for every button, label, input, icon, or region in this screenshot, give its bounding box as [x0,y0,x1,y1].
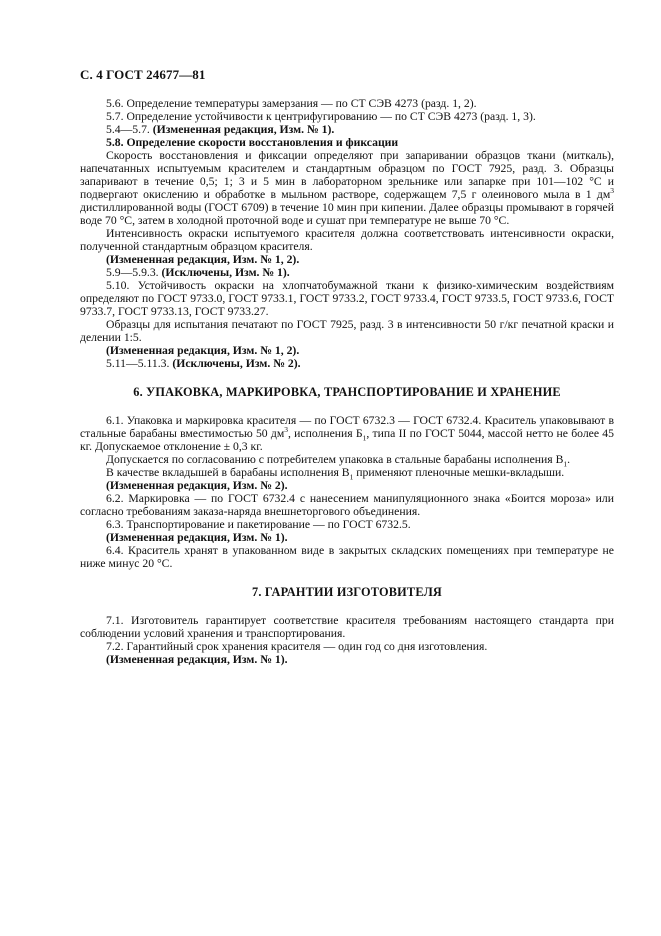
paragraph-6-1 [80,414,614,453]
amendment-note: (Измененная редакция, Изм. № 1). [106,531,288,544]
excluded-note: (Исключены, Изм. № 2). [172,357,301,370]
section-7-title: 7. ГАРАНТИИ ИЗГОТОВИТЕЛЯ [251,585,443,599]
page-header: С. 4 ГОСТ 24677—81 [80,67,206,82]
text-part: , типа II по ГОСТ 5044, массой нетто не более 45 кг. Допускаемое отклонение ± 0,3 кг. [80,427,614,453]
text-part: Скорость восстановления и фиксации определяют при запаривании образцов ткани (миткаль), напечатанных испытуемым красителем и стандартным образцом по ГОСТ 7925, разд. 3. Образцы запаривают в течение 0,5; 1; 3 и 5 мин в лабораторном зрельнике или запарке при 101—102 °С и подвергают окислению и обработке в мыльном растворе, содержащем 7,5 г олеинового мыла в 1 дм [80,149,614,201]
superscript: 3 [610,186,614,196]
paragraph-5-4-5-7 [80,123,614,136]
paragraph-5-11 [80,357,614,370]
paragraph-5-7: 5.7. Определение устойчивости к центрифугированию — по СТ СЭВ 4273 (разд. 1, 3). [106,110,536,123]
text-part: В качестве вкладышей в барабаны исполнения В [106,466,350,479]
paragraph-5-10: 5.10. Устойчивость окраски на хлопчатобумажной ткани к физико-химическим воздействиям определяют по ГОСТ 9733.0, ГОСТ 9733.1, ГОСТ 9733.2, ГОСТ 9733.4, ГОСТ 9733.5, ГОСТ 9733.6, ГОСТ 9733.7, ГОСТ 9733.13, ГОСТ 9733.27. [80,279,614,318]
text-part: Допускается по согласованию с потребителем упаковка в стальные барабаны исполнения В [106,453,564,466]
paragraph-5-8-intensity: Интенсивность окраски испытуемого красителя должна соответствовать интенсивности окраски, полученной стандартным образцом красителя. [80,227,614,253]
clause-number: 5.4—5.7. [106,123,153,136]
paragraph-7-2: 7.2. Гарантийный срок хранения красителя — один год со дня изготовления. [106,640,488,653]
paragraph-5-9 [80,266,614,279]
excluded-note: (Исключены, Изм. № 1). [161,266,290,279]
document-body [80,97,614,666]
text-part: дистиллированной воды (ГОСТ 6709) в течение 10 мин при кипении. Далее образцы промывают в горячей воде 70 °С, затем в холодной проточной воде и сушат при температуре не выше 70 °С. [80,201,614,227]
amendment-note: (Измененная редакция, Изм. № 2). [106,479,288,492]
paragraph-6-3: 6.3. Транспортирование и пакетирование — по ГОСТ 6732.5. [106,518,411,531]
subscript: 1 [349,472,354,482]
clause-number: 5.9—5.9.3. [106,266,162,279]
paragraph-7-1: 7.1. Изготовитель гарантирует соответствие красителя требованиям настоящего стандарта при соблюдении условий хранения и транспортирования. [80,614,614,640]
text-part: , исполнения Б [287,427,363,440]
amendment-note: (Измененная редакция, Изм. № 1). [152,123,335,136]
superscript: 3 [284,425,288,435]
subscript: 1 [563,459,568,469]
clause-number: 5.11—5.11.3. [106,357,173,370]
paragraph-6-2: 6.2. Маркировка — по ГОСТ 6732.4 с нанесением манипуляционного знака «Боится мороза» или согласно требованиям заказа-наряда внешнеторгового объединения. [80,492,614,518]
paragraph-5-10-samples: Образцы для испытания печатают по ГОСТ 7925, разд. 3 в интенсивности 50 г/кг печатной краски и делении 1:5. [80,318,614,344]
amendment-note: (Измененная редакция, Изм. № 1, 2). [106,344,300,357]
paragraph-5-6: 5.6. Определение температуры замерзания — по СТ СЭВ 4273 (разд. 1, 2). [106,97,477,110]
section-6-title: 6. УПАКОВКА, МАРКИРОВКА, ТРАНСПОРТИРОВАНИЕ И ХРАНЕНИЕ [133,385,561,399]
paragraph-5-8-text [80,149,614,227]
text-part: применяют пленочные мешки-вкладыши. [353,466,565,479]
paragraph-6-4: 6.4. Краситель хранят в упакованном виде в закрытых складских помещениях при температуре не ниже минус 20 °С. [80,544,614,570]
amendment-note: (Измененная редакция, Изм. № 1, 2). [106,253,300,266]
text-part: . [567,453,571,466]
text-part: 6.1. Упаковка и маркировка красителя — по ГОСТ 6732.3 — ГОСТ 6732.4. Краситель упаковывают в стальные барабаны вместимостью 50 дм [80,414,614,440]
amendment-note: (Измененная редакция, Изм. № 1). [106,653,288,666]
paragraph-6-1-liners [80,466,614,482]
paragraph-5-8-title: 5.8. Определение скорости восстановления и фиксации [106,136,399,149]
paragraph-6-1-allowed [80,453,614,469]
subscript: 1 [362,433,367,443]
